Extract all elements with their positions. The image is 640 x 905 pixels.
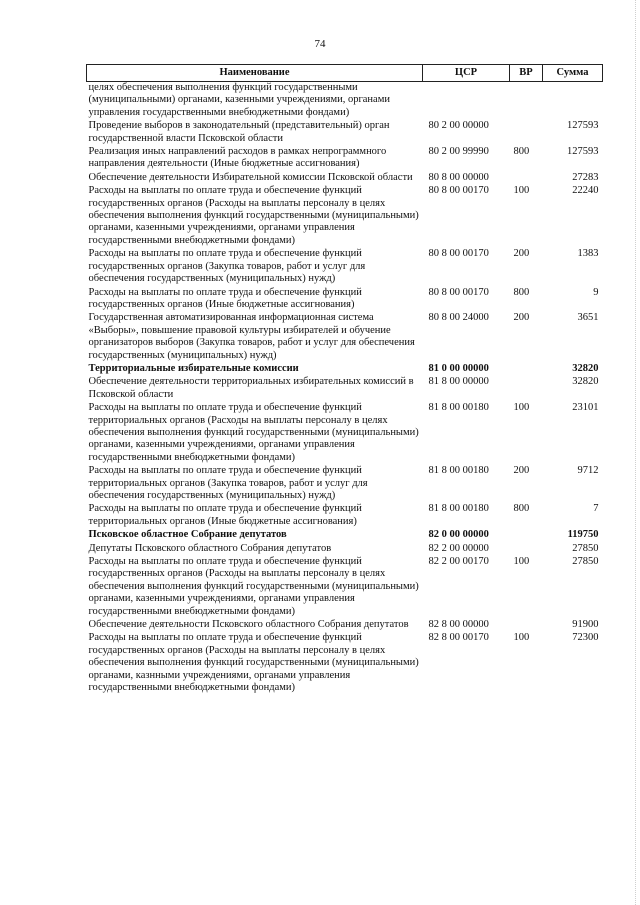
row-name-cell: Псковское областное Собрание депутатов xyxy=(88,529,287,541)
row-sum-cell: 23101 xyxy=(572,402,599,414)
row-sum-cell: 32820 xyxy=(572,362,599,374)
budget-table xyxy=(86,64,603,696)
row-csr-cell: 82 8 00 00000 xyxy=(428,619,489,631)
header-vr: ВР xyxy=(510,65,543,82)
row-sum-cell: 72300 xyxy=(572,632,599,644)
row-name-cell: Расходы на выплаты по оплате труда и обеспечение функций государственных органов (Иные бюджетные ассигнования) xyxy=(88,286,362,310)
row-sum-cell: 32820 xyxy=(572,376,599,388)
table-row xyxy=(87,287,603,313)
row-vr-cell xyxy=(510,543,543,556)
row-csr-cell: 81 8 00 00180 xyxy=(428,465,489,477)
row-csr-cell: 81 8 00 00180 xyxy=(428,402,489,414)
scan-edge xyxy=(634,0,636,905)
row-sum-cell: 27850 xyxy=(572,556,599,568)
table-row xyxy=(87,312,603,363)
row-vr-cell: 100 xyxy=(513,402,530,414)
table-row xyxy=(87,465,603,503)
row-name-cell: Реализация иных направлений расходов в рамках непрограммного направления деятельности (Иные бюджетные ассигнования) xyxy=(88,146,387,170)
page-number: 74 xyxy=(314,38,326,50)
row-vr-cell: 200 xyxy=(513,312,530,324)
row-name-cell: Расходы на выплаты по оплате труда и обеспечение функций государственных органов (Расходы на выплаты персоналу в целях обеспечения выполнения функций государственными (муниципальными) органами, казенными учреждениями, органами управления государственными внебюджетными фондами) xyxy=(88,185,419,246)
row-vr-cell xyxy=(510,363,543,376)
row-vr-cell xyxy=(510,529,543,542)
row-vr-cell: 800 xyxy=(513,503,530,515)
table-body xyxy=(87,82,603,696)
table-row xyxy=(87,376,603,402)
row-csr-cell: 82 2 00 00000 xyxy=(428,542,489,554)
row-csr-cell: 82 2 00 00170 xyxy=(428,556,489,568)
row-csr-cell: 82 0 00 00000 xyxy=(428,529,489,541)
header-csr: ЦСР xyxy=(423,65,510,82)
row-name-cell: Государственная автоматизированная информационная система «Выборы», повышение правовой культуры избирателей и обучение организаторов выборов (Закупка товаров, работ и услуг для обеспечения государственных (муниципальных) нужд) xyxy=(88,312,415,361)
table-row xyxy=(87,185,603,248)
header-sum: Сумма xyxy=(543,65,603,82)
row-vr-cell: 100 xyxy=(513,185,530,197)
row-vr-cell xyxy=(510,120,543,146)
row-vr-cell: 800 xyxy=(513,286,530,298)
row-sum-cell: 91900 xyxy=(572,619,599,631)
row-csr-cell: 80 2 00 00000 xyxy=(428,120,489,132)
table-row xyxy=(87,619,603,632)
row-sum-cell: 9 xyxy=(593,286,599,298)
table-header xyxy=(87,65,603,82)
table-row xyxy=(87,529,603,542)
row-sum-cell: 22240 xyxy=(572,185,599,197)
row-csr-cell: 80 8 00 00170 xyxy=(428,185,489,197)
row-name-cell: Расходы на выплаты по оплате труда и обеспечение функций территориальных органов (Иные бюджетные ассигнования) xyxy=(88,503,362,527)
table-row xyxy=(87,120,603,146)
row-csr-cell: 80 8 00 00170 xyxy=(428,286,489,298)
row-csr-cell: 81 8 00 00000 xyxy=(428,376,489,388)
row-csr-cell: 80 8 00 24000 xyxy=(428,312,489,324)
row-vr-cell: 200 xyxy=(513,465,530,477)
table-row xyxy=(87,556,603,619)
row-sum-cell: 27283 xyxy=(572,171,599,183)
table-row xyxy=(87,632,603,695)
row-vr-cell: 200 xyxy=(513,248,530,260)
row-name-cell: Расходы на выплаты по оплате труда и обеспечение функций государственных органов (Расходы на выплаты персоналу в целях обеспечения выполнения функций государственными (муниципальными) органами, казнными учреждениями, органами управления государственными внебюджетными фондами) xyxy=(88,632,419,694)
row-sum-cell: 127593 xyxy=(567,120,599,132)
row-vr-cell: 100 xyxy=(513,556,530,568)
row-sum-cell: 1383 xyxy=(577,248,599,260)
row-sum-cell xyxy=(543,82,603,121)
row-name-cell: целях обеспечения выполнения функций государственными (муниципальными) органами, казенными учреждениями, органами управления государственными внебюджетными фондами) xyxy=(88,82,390,118)
row-name-cell: Расходы на выплаты по оплате труда и обеспечение функций государственных органов (Расходы на выплаты персоналу в целях обеспечения выполнения функций государственными (муниципальными) органами, казенными учреждениями, органами управления государственными внебюджетными фондами) xyxy=(88,556,419,617)
header-name: Наименование xyxy=(87,65,423,82)
row-sum-cell: 119750 xyxy=(567,529,599,541)
row-name-cell: Обеспечение деятельности Избирательной комиссии Псковской области xyxy=(88,171,413,183)
row-name-cell: Расходы на выплаты по оплате труда и обеспечение функций территориальных органов (Закупка товаров, работ и услуг для обеспечения государственных (муниципальных) нужд) xyxy=(88,465,368,501)
table-row xyxy=(87,503,603,529)
row-sum-cell: 27850 xyxy=(572,542,599,554)
table-row xyxy=(87,402,603,465)
row-vr-cell xyxy=(510,376,543,402)
row-name-cell: Расходы на выплаты по оплате труда и обеспечение функций территориальных органов (Расходы на выплаты персоналу в целях обеспечения выполнения функций государственными (муниципальными) органами, казенными учреждениями, органами управления государственными внебюджетными фондами) xyxy=(88,402,419,463)
table-row xyxy=(87,146,603,172)
row-vr-cell xyxy=(510,619,543,632)
table-row xyxy=(87,172,603,185)
table-row xyxy=(87,543,603,556)
row-sum-cell: 9712 xyxy=(577,465,599,477)
row-vr-cell: 800 xyxy=(513,146,530,158)
table-row xyxy=(87,248,603,286)
row-name-cell: Проведение выборов в законодательный (представительный) орган государственной власти Псковской области xyxy=(88,120,390,144)
row-name-cell: Расходы на выплаты по оплате труда и обеспечение функций государственных органов (Закупка товаров, работ и услуг для обеспечения государственных (муниципальных) нужд) xyxy=(88,248,366,285)
row-csr-cell: 80 8 00 00000 xyxy=(428,171,489,183)
row-vr-cell: 100 xyxy=(513,632,530,644)
table-row xyxy=(87,82,603,121)
table-row xyxy=(87,363,603,376)
row-csr-cell: 81 0 00 00000 xyxy=(428,362,489,374)
row-sum-cell: 3651 xyxy=(577,312,599,324)
row-csr-cell: 80 2 00 99990 xyxy=(428,146,489,158)
row-csr-cell: 80 8 00 00170 xyxy=(428,248,489,260)
row-name-cell: Обеспечение деятельности Псковского областного Собрания депутатов xyxy=(88,619,409,631)
row-sum-cell: 127593 xyxy=(567,146,599,158)
row-name-cell: Обеспечение деятельности территориальных избирательных комиссий в Псковской области xyxy=(88,376,414,400)
row-vr-cell xyxy=(510,172,543,185)
row-sum-cell: 7 xyxy=(593,503,599,515)
row-name-cell: Депутаты Псковского областного Собрания депутатов xyxy=(88,542,332,554)
row-vr-cell xyxy=(510,82,543,121)
row-name-cell: Территориальные избирательные комиссии xyxy=(88,362,299,374)
row-csr-cell: 81 8 00 00180 xyxy=(428,503,489,515)
row-csr-cell: 82 8 00 00170 xyxy=(428,632,489,644)
row-csr-cell xyxy=(423,82,510,121)
